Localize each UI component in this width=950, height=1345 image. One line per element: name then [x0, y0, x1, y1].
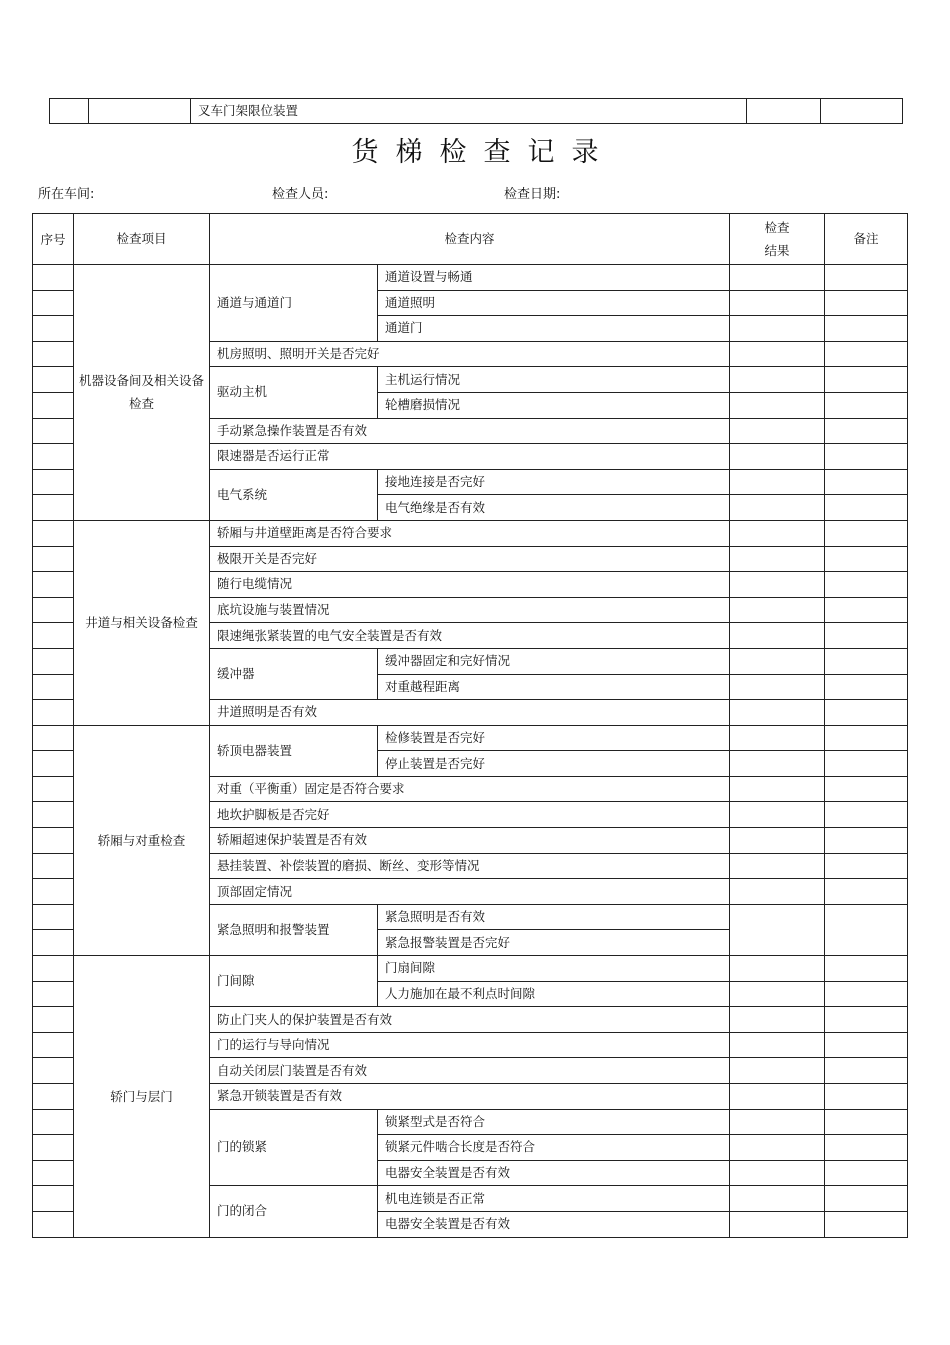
result-cell [730, 700, 825, 726]
row-number-cell [33, 828, 74, 854]
section-label: 轿厢与对重检查 [74, 725, 210, 955]
remark-cell [825, 290, 908, 316]
check-subitem: 检修装置是否完好 [378, 725, 730, 751]
section-label: 机器设备间及相关设备检查 [74, 265, 210, 521]
check-subitem: 通道照明 [378, 290, 730, 316]
prev-cell-item [89, 99, 191, 124]
remark-cell [825, 546, 908, 572]
remark-cell [825, 648, 908, 674]
result-cell [730, 597, 825, 623]
result-cell [730, 1211, 825, 1237]
check-item: 井道照明是否有效 [210, 700, 730, 726]
check-subitem: 通道设置与畅通 [378, 265, 730, 291]
table-row [33, 725, 908, 751]
result-cell [730, 956, 825, 982]
row-number-cell [33, 418, 74, 444]
row-number-cell [33, 367, 74, 393]
check-group-label: 紧急照明和报警装置 [210, 904, 378, 955]
result-cell [730, 1007, 825, 1033]
remark-cell [825, 418, 908, 444]
remark-cell [825, 623, 908, 649]
result-cell [730, 1109, 825, 1135]
result-cell [730, 1160, 825, 1186]
row-number-cell [33, 392, 74, 418]
result-cell [730, 674, 825, 700]
row-number-cell [33, 623, 74, 649]
row-number-cell [33, 981, 74, 1007]
check-subitem: 停止装置是否完好 [378, 751, 730, 777]
check-subitem: 锁紧元件啮合长度是否符合 [378, 1135, 730, 1161]
row-number-cell [33, 725, 74, 751]
check-item: 底坑设施与装置情况 [210, 597, 730, 623]
check-subitem: 人力施加在最不利点时间隙 [378, 981, 730, 1007]
remark-cell [825, 879, 908, 905]
remark-cell [825, 520, 908, 546]
check-item: 限速绳张紧装置的电气安全装置是否有效 [210, 623, 730, 649]
result-cell [730, 725, 825, 751]
table-body [33, 265, 908, 1238]
remark-cell [825, 1160, 908, 1186]
result-cell [730, 751, 825, 777]
row-number-cell [33, 546, 74, 572]
previous-table-strip [49, 98, 903, 124]
check-group-label: 通道与通道门 [210, 265, 378, 342]
result-cell [730, 341, 825, 367]
remark-cell [825, 265, 908, 291]
remark-cell [825, 802, 908, 828]
result-cell [730, 265, 825, 291]
result-cell [730, 802, 825, 828]
workshop-label: 所在车间: [38, 187, 95, 202]
row-number-cell [33, 1135, 74, 1161]
remark-cell [825, 904, 908, 955]
row-number-cell [33, 879, 74, 905]
check-item: 门的运行与导向情况 [210, 1032, 730, 1058]
result-cell [730, 1135, 825, 1161]
result-cell [730, 904, 825, 955]
row-number-cell [33, 444, 74, 470]
result-cell [730, 879, 825, 905]
remark-cell [825, 392, 908, 418]
check-subitem: 对重越程距离 [378, 674, 730, 700]
result-cell [730, 853, 825, 879]
remark-cell [825, 597, 908, 623]
result-cell [730, 623, 825, 649]
remark-cell [825, 341, 908, 367]
row-number-cell [33, 1186, 74, 1212]
row-number-cell [33, 520, 74, 546]
remark-cell [825, 444, 908, 470]
row-number-cell [33, 700, 74, 726]
header-remark: 备注 [825, 214, 908, 265]
header-no: 序号 [33, 214, 74, 265]
remark-cell [825, 1058, 908, 1084]
page-title: 货梯检查记录 [351, 137, 616, 168]
check-item: 对重（平衡重）固定是否符合要求 [210, 776, 730, 802]
check-item: 悬挂装置、补偿装置的磨损、断丝、变形等情况 [210, 853, 730, 879]
check-item: 手动紧急操作装置是否有效 [210, 418, 730, 444]
remark-cell [825, 367, 908, 393]
result-cell [730, 1186, 825, 1212]
row-number-cell [33, 930, 74, 956]
result-cell [730, 1058, 825, 1084]
header-item: 检查项目 [74, 214, 210, 265]
remark-cell [825, 495, 908, 521]
remark-cell [825, 1109, 908, 1135]
check-item: 机房照明、照明开关是否完好 [210, 341, 730, 367]
prev-cell-content: 叉车门架限位装置 [191, 99, 747, 124]
check-item: 地坎护脚板是否完好 [210, 802, 730, 828]
header-content: 检查内容 [210, 214, 730, 265]
row-number-cell [33, 341, 74, 367]
row-number-cell [33, 1084, 74, 1110]
row-number-cell [33, 290, 74, 316]
remark-cell [825, 828, 908, 854]
row-number-cell [33, 1211, 74, 1237]
header-result: 检查结果 [730, 214, 825, 265]
remark-cell [825, 853, 908, 879]
remark-cell [825, 981, 908, 1007]
table-row [33, 956, 908, 982]
result-cell [730, 316, 825, 342]
check-group-label: 门间隙 [210, 956, 378, 1007]
check-group-label: 缓冲器 [210, 648, 378, 699]
remark-cell [825, 1007, 908, 1033]
remark-cell [825, 776, 908, 802]
remark-cell [825, 725, 908, 751]
remark-cell [825, 572, 908, 598]
row-number-cell [33, 469, 74, 495]
check-item: 随行电缆情况 [210, 572, 730, 598]
remark-cell [825, 1135, 908, 1161]
check-subitem: 主机运行情况 [378, 367, 730, 393]
result-cell [730, 546, 825, 572]
result-cell [730, 828, 825, 854]
remark-cell [825, 1211, 908, 1237]
check-subitem: 接地连接是否完好 [378, 469, 730, 495]
result-cell [730, 495, 825, 521]
row-number-cell [33, 495, 74, 521]
check-subitem: 锁紧型式是否符合 [378, 1109, 730, 1135]
check-item: 紧急开锁装置是否有效 [210, 1084, 730, 1110]
row-number-cell [33, 776, 74, 802]
check-item: 轿厢超速保护装置是否有效 [210, 828, 730, 854]
remark-cell [825, 674, 908, 700]
remark-cell [825, 1032, 908, 1058]
check-subitem: 紧急照明是否有效 [378, 904, 730, 930]
check-group-label: 门的闭合 [210, 1186, 378, 1237]
table-header-row [33, 214, 908, 265]
check-subitem: 电器安全装置是否有效 [378, 1160, 730, 1186]
inspector-label: 检查人员: [272, 187, 329, 202]
remark-cell [825, 1186, 908, 1212]
check-item: 自动关闭层门装置是否有效 [210, 1058, 730, 1084]
result-cell [730, 392, 825, 418]
result-cell [730, 418, 825, 444]
check-subitem: 电气绝缘是否有效 [378, 495, 730, 521]
row-number-cell [33, 648, 74, 674]
row-number-cell [33, 1058, 74, 1084]
result-cell [730, 1084, 825, 1110]
check-subitem: 缓冲器固定和完好情况 [378, 648, 730, 674]
result-cell [730, 776, 825, 802]
prev-cell-no [50, 99, 89, 124]
check-subitem: 电器安全装置是否有效 [378, 1211, 730, 1237]
check-subitem: 紧急报警装置是否完好 [378, 930, 730, 956]
section-label: 轿门与层门 [74, 956, 210, 1238]
prev-cell-result [747, 99, 821, 124]
remark-cell [825, 316, 908, 342]
row-number-cell [33, 1160, 74, 1186]
check-group-label: 门的锁紧 [210, 1109, 378, 1186]
remark-cell [825, 1084, 908, 1110]
check-item: 防止门夹人的保护装置是否有效 [210, 1007, 730, 1033]
result-cell [730, 1032, 825, 1058]
result-cell [730, 981, 825, 1007]
table-row [33, 265, 908, 291]
check-subitem: 轮槽磨损情况 [378, 392, 730, 418]
result-cell [730, 520, 825, 546]
row-number-cell [33, 597, 74, 623]
remark-cell [825, 469, 908, 495]
table-row [33, 520, 908, 546]
date-label: 检查日期: [504, 187, 561, 202]
check-subitem: 门扇间隙 [378, 956, 730, 982]
row-number-cell [33, 572, 74, 598]
row-number-cell [33, 1109, 74, 1135]
row-number-cell [33, 674, 74, 700]
remark-cell [825, 956, 908, 982]
remark-cell [825, 700, 908, 726]
row-number-cell [33, 802, 74, 828]
check-item: 轿厢与井道壁距离是否符合要求 [210, 520, 730, 546]
result-cell [730, 648, 825, 674]
check-group-label: 驱动主机 [210, 367, 378, 418]
check-item: 极限开关是否完好 [210, 546, 730, 572]
result-cell [730, 367, 825, 393]
check-item: 顶部固定情况 [210, 879, 730, 905]
row-number-cell [33, 1032, 74, 1058]
check-subitem: 机电连锁是否正常 [378, 1186, 730, 1212]
row-number-cell [33, 265, 74, 291]
prev-cell-remark [821, 99, 903, 124]
check-subitem: 通道门 [378, 316, 730, 342]
remark-cell [825, 751, 908, 777]
check-group-label: 电气系统 [210, 469, 378, 520]
result-cell [730, 444, 825, 470]
row-number-cell [33, 904, 74, 930]
result-cell [730, 469, 825, 495]
inspection-table [32, 213, 908, 1238]
row-number-cell [33, 956, 74, 982]
row-number-cell [33, 1007, 74, 1033]
section-label: 井道与相关设备检查 [74, 520, 210, 725]
result-cell [730, 290, 825, 316]
check-item: 限速器是否运行正常 [210, 444, 730, 470]
row-number-cell [33, 853, 74, 879]
row-number-cell [33, 751, 74, 777]
row-number-cell [33, 316, 74, 342]
result-cell [730, 572, 825, 598]
check-group-label: 轿顶电器装置 [210, 725, 378, 776]
